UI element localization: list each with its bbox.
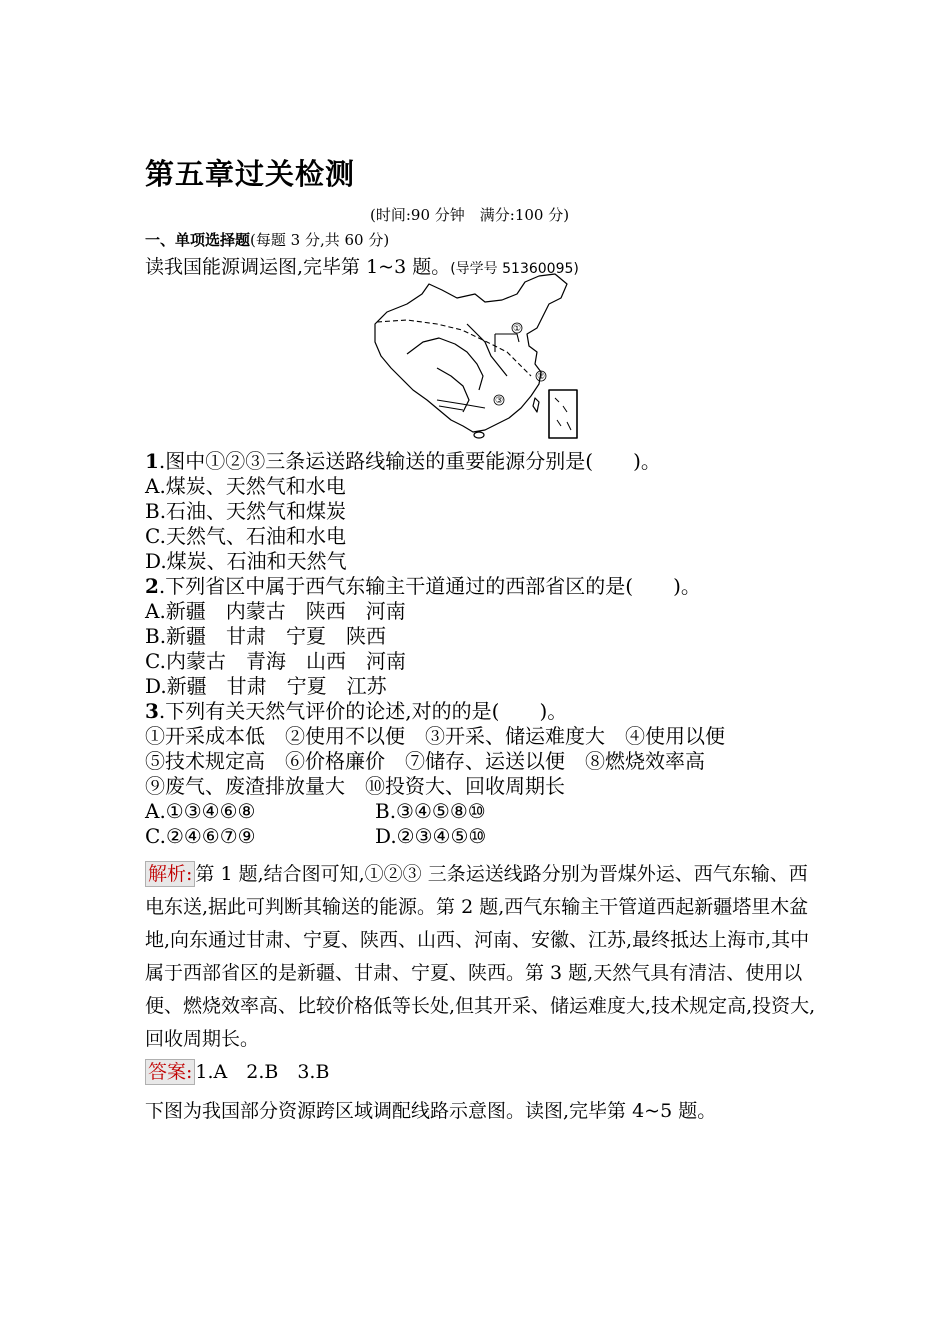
- option-1c: C.天然气、石油和水电: [145, 524, 346, 548]
- next-intro: 下图为我国部分资源跨区域调配线路示意图。读图,完毕第 4~5 题。: [145, 1100, 717, 1122]
- question-2-number: 2: [145, 574, 159, 598]
- option-3d: D.②③④⑤⑩: [375, 824, 487, 848]
- option-2b: B.新疆 甘肃 宁夏 陕西: [145, 624, 387, 648]
- option-3a: A.①③④⑥⑧: [145, 799, 256, 823]
- question-3-items-line-3: ⑨废气、废渣排放量大 ⑩投资大、回收周期长: [145, 774, 565, 798]
- question-1-stem: [145, 449, 661, 474]
- map-label-2: ②: [537, 372, 546, 382]
- explanation-tag: 解析:: [145, 861, 195, 887]
- route-west-gas: [377, 320, 531, 376]
- time-info: (时间:90 分钟 满分:100 分): [370, 206, 570, 224]
- question-3-items-line-1: ①开采成本低 ②使用不以便 ③开采、储运难度大 ④使用以便: [145, 724, 725, 748]
- option-3c: C.②④⑥⑦⑨: [145, 824, 256, 848]
- question-1-text: .图中①②③三条运送路线输送的重要能源分别是( )。: [158, 449, 661, 473]
- option-1d: D.煤炭、石油和天然气: [145, 549, 347, 573]
- question-3-number: 3: [145, 699, 159, 723]
- question-1-number: 1: [145, 449, 159, 473]
- option-2c: C.内蒙古 青海 山西 河南: [145, 649, 406, 673]
- section-note: (每题 3 分,共 60 分): [250, 231, 390, 249]
- page-title: 第五章过关检测: [145, 157, 356, 191]
- option-3b: B.③④⑤⑧⑩: [375, 799, 486, 823]
- taiwan-island: [533, 398, 539, 412]
- explanation-text: 第 1 题,结合图可知,①②③ 三条运送线路分别为晋煤外运、西气东输、西电东送,据此可判断其输送的能源。第 2 题,西气东输主干管道西起新疆塔里木盆地,向东通过甘肃、宁夏、陕西、山西、河南、安徽、江苏,最终抵达上海市,其中属于西部省区的是新疆、甘肃、宁夏、陕西。第 3 题,天然气具有清洁、使用以便、燃烧效率高、比较价格低等长处,但其开采、储运难度大,技术规定高,投资大,回收周期长。: [145, 863, 816, 1050]
- route-power: [437, 400, 485, 410]
- explanation-block: [145, 858, 825, 1056]
- map-label-1: ①: [513, 324, 522, 334]
- option-2d: D.新疆 甘肃 宁夏 江苏: [145, 674, 387, 698]
- option-2a: A.新疆 内蒙古 陕西 河南: [145, 599, 406, 623]
- section-heading: [145, 229, 389, 250]
- intro-sentence: 读我国能源调运图,完毕第 1~3 题。: [145, 256, 451, 278]
- route-coal: [495, 334, 519, 352]
- hainan-island: [474, 432, 484, 438]
- question-2-text: .下列省区中属于西气东输主干道通过的西部省区的是( )。: [158, 574, 701, 598]
- south-sea-inset: [549, 390, 577, 438]
- section-head-label: 一、单项选择题: [145, 231, 251, 249]
- option-1a: A.煤炭、天然气和水电: [145, 474, 346, 498]
- question-3-items-line-2: ⑤技术规定高 ⑥价格廉价 ⑦储存、运送以便 ⑧燃烧效率高: [145, 749, 705, 773]
- inner-border: [467, 324, 507, 376]
- question-2-stem: [145, 574, 701, 599]
- question-3-stem: [145, 699, 567, 724]
- option-1b: B.石油、天然气和煤炭: [145, 499, 347, 523]
- answer-text: 1.A 2.B 3.B: [195, 1061, 330, 1083]
- answer-line: [145, 1057, 329, 1085]
- map-label-3: ③: [495, 396, 504, 406]
- answer-tag: 答案:: [145, 1059, 195, 1085]
- energy-transport-map: [367, 272, 582, 442]
- guide-number: (导学号 51360095): [450, 261, 579, 277]
- inner-border: [407, 338, 483, 390]
- question-3-text: .下列有关天然气评价的论述,对的的是( )。: [158, 699, 568, 723]
- inner-border: [437, 368, 469, 412]
- inset-islands: [555, 398, 571, 430]
